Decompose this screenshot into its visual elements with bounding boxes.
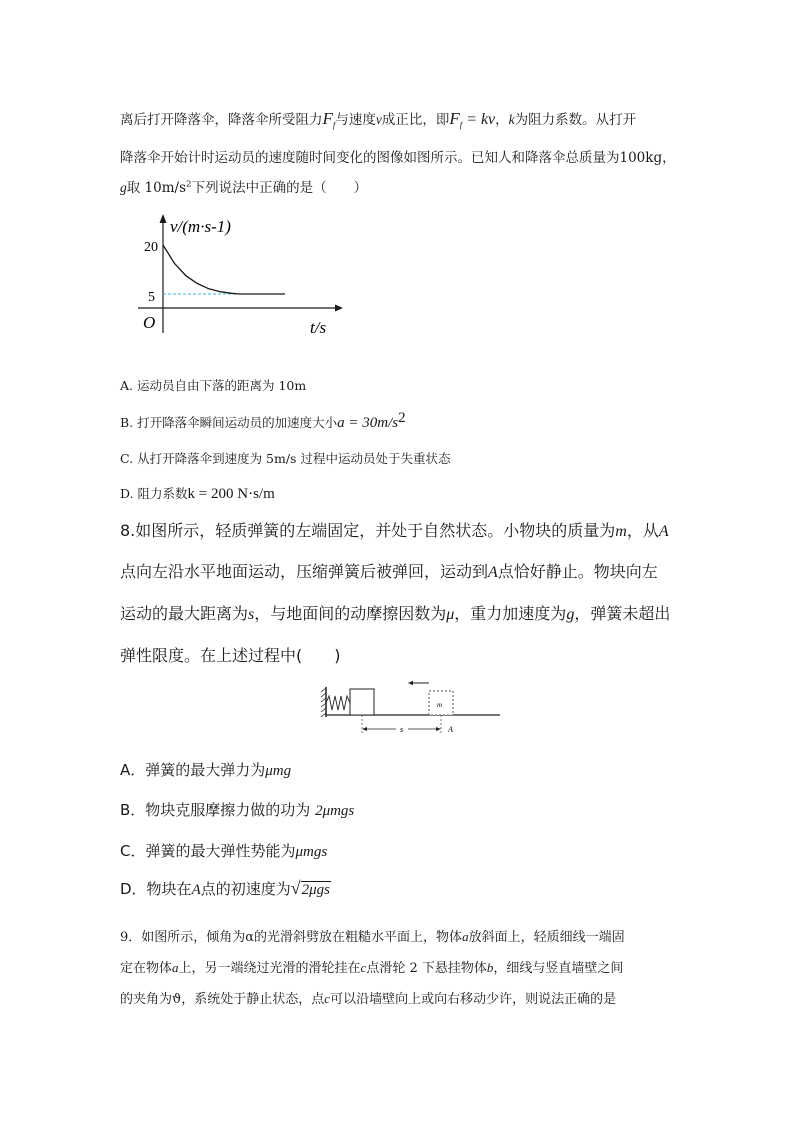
origin-label: O [143,313,156,332]
velocity-curve [163,245,285,294]
velocity-time-chart [130,205,350,345]
force-symbol: F [322,109,333,128]
exponent: 2 [398,410,406,426]
q8-option-a [120,759,291,780]
q7-line-3 [120,176,367,196]
q9-text: 9．如图所示，倾角为α的光滑斜劈放在粗糙水平面上，物体 [120,930,463,945]
q9-line-1 [120,926,625,945]
q7-text: 取 10m/s [126,180,186,196]
q8-text: ，与地面间的动摩擦因数为 [254,604,447,623]
q9-text: 可以沿墙壁向上或向右移动少许，则说法正确的是 [330,992,617,1007]
force-subscript: f [459,119,463,130]
option-text: C．弹簧的最大弹性势能为 [120,842,296,860]
q7-line-1 [120,108,636,130]
q7-text: 下列说法中正确的是（ ） [191,180,368,196]
a-symbol: a [172,960,179,975]
y-tick-5: 5 [148,290,155,305]
a-symbol: a [462,929,469,944]
q8-text: 运动的最大距离为 [120,604,249,623]
q7-text: ， [495,112,509,128]
y-axis-arrow [160,214,167,223]
option-math: μmg [265,763,292,779]
q7-option-c: C. 从打开降落伞到速度为 5m/s 过程中运动员处于失重状态 [120,451,451,466]
q8-text: 8.如图所示，轻质弹簧的左端固定，并处于自然状态。小物块的质量为 [120,521,616,540]
option-math: a = 30m/s [337,415,399,432]
q8-text: 点恰好静止。物块向左 [497,562,658,581]
a-point-symbol: A [191,882,201,898]
block-compressed [350,689,374,715]
g-symbol: g [566,606,575,623]
q9-line-2 [120,957,623,976]
q9-text: 定在物体 [120,961,173,976]
q8-option-d [120,878,331,899]
q8-line-3 [120,601,670,624]
q8-text: ，重力加速度为 [454,604,567,623]
point-a-label: A [448,725,453,734]
distance-label: s [400,725,404,734]
s-symbol: s [248,606,255,623]
option-text: A．弹簧的最大弹力为 [120,761,266,779]
k-symbol: k [508,112,515,127]
option-text: 点的初速度为 [200,880,291,898]
q7-option-d [120,484,275,503]
q9-text: 的夹角为ϑ，系统处于静止状态，点 [120,992,325,1007]
q8-line-1 [120,518,669,541]
q7-line-2: 降落伞开始计时运动员的速度随时间变化的图像如图所示。已知人和降落伞总质量为100kg， [120,150,676,166]
dim-arrowhead-right [436,727,441,731]
q7-option-b [120,410,406,432]
q7-text: 与速度 [335,112,376,128]
option-math: μmgs [295,844,328,860]
force-subscript: f [332,119,336,130]
q8-text: 点向左沿水平地面运动，压缩弹簧后被弹回，运动到 [120,562,489,581]
dim-arrowhead-left [362,727,367,731]
option-text: D．物块在 [120,880,192,898]
q7-text: 为阻力系数。从打开 [514,112,637,128]
q9-text: 上，另一端绕过光滑的滑轮挂在 [178,961,361,976]
q8-option-c [120,840,327,861]
a-point-symbol: A [488,564,498,581]
b-symbol: b [486,960,494,975]
q8-line-4: 弹性限度。在上述过程中( ) [120,646,341,665]
q8-text: ，弹簧未超出 [574,604,671,623]
spring-block-figure [318,677,504,739]
mu-symbol: μ [446,606,455,623]
m-symbol: m [615,523,627,540]
q7-text: 离后打开降落伞，降落伞所受阻力 [120,112,323,128]
spring [326,696,350,710]
force-symbol: F [449,109,460,128]
option-math: 2μmgs [315,803,355,819]
y-tick-20: 20 [144,240,158,255]
v-symbol: v [375,112,382,127]
x-axis-arrow [335,305,343,312]
q7-option-a: A. 运动员自由下落的距离为 10m [120,378,307,393]
option-text: B．物块克服摩擦力做的功为 [120,801,316,819]
q9-text: ，细线与竖直墙壁之间 [493,961,624,976]
q7-text: 成正比，即 [381,112,450,128]
motion-arrowhead [408,681,413,685]
exponent: 2 [186,179,192,190]
q8-text: ，从 [626,521,659,540]
x-axis-label: t/s [310,318,327,337]
option-math: 2μgs [301,882,331,898]
c-symbol: c [324,991,331,1006]
block-mass-label: m [437,701,443,709]
c-symbol: c [360,960,367,975]
sqrt-sign: √ [290,878,301,898]
q8-line-2 [120,559,658,582]
option-text: D. 阻力系数 [120,486,188,501]
y-axis-label: v/(m·s-1) [170,217,231,236]
option-text: B. 打开降落伞瞬间运动员的加速度大小 [120,415,338,431]
drag-equation-rhs: = kv [462,111,496,128]
option-math: k = 200 N·s/m [187,486,275,502]
g-symbol: g [120,180,127,195]
q9-text: 点滑轮 2 下悬挂物体 [366,961,487,976]
a-point-symbol: A [658,523,669,540]
q9-line-3 [120,988,616,1007]
q9-text: 放斜面上，轻质细线一端固 [468,930,625,945]
q8-option-b [120,799,354,820]
